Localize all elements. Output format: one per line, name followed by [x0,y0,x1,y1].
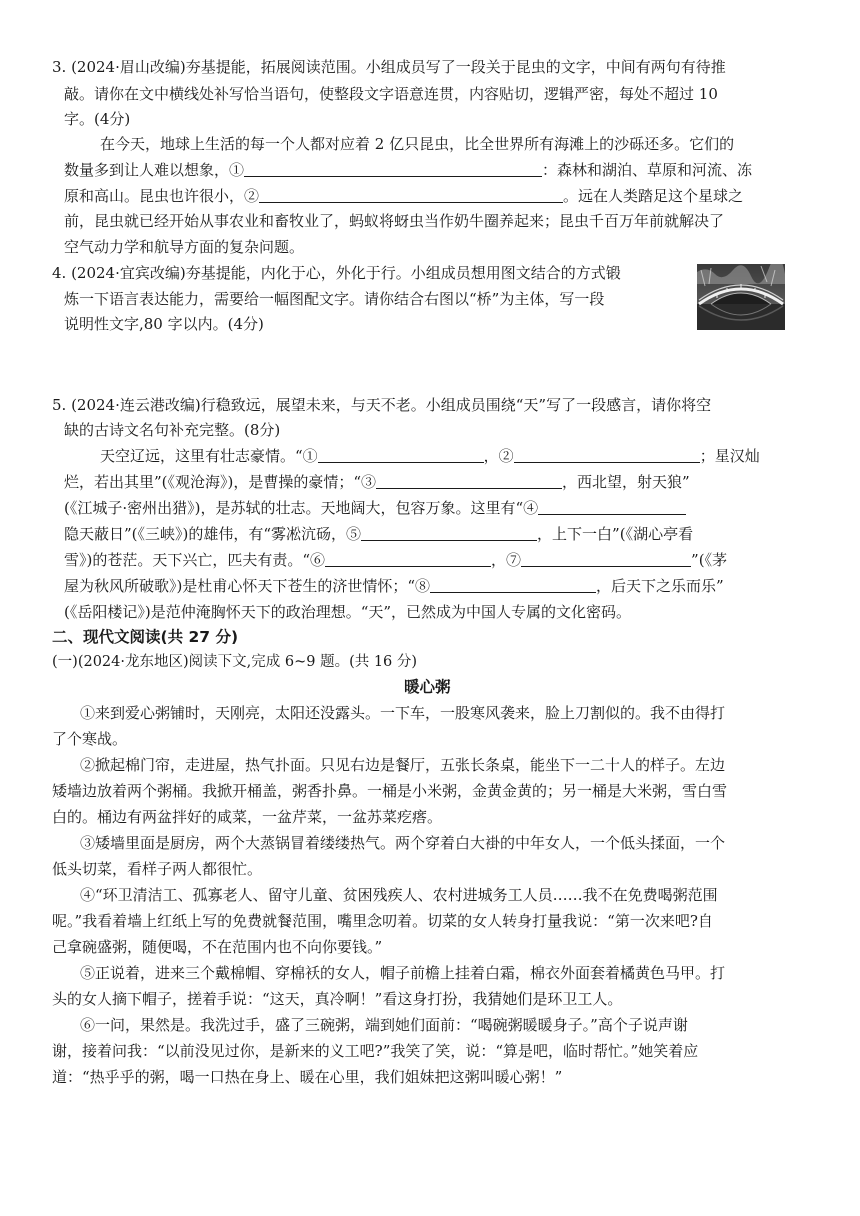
blank-q5-4[interactable] [538,498,686,515]
q5-text-4c: ，上下一白”(《湖心亭看 [537,525,694,543]
blank-q5-6[interactable] [325,550,491,567]
q5-passage-line-5 [64,549,727,571]
q3-text-3a: 原和高山。昆虫也许很小，② [64,187,260,205]
story-line: 了个寒战。 [52,730,128,748]
q3-text-3b: 。远在人类踏足这个星球之 [563,187,744,205]
story-line: 己拿碗盛粥，随便喝，不在范围内也不向你要钱。” [52,938,383,956]
q5-passage-line-6 [64,575,724,597]
q5-text-2a: 烂，若出其里”(《观沧海》)，是曹操的豪情；“③ [64,473,377,491]
section-heading: 二、现代文阅读(共 27 分) [52,628,239,646]
q5-text-5b: ，⑦ [491,551,522,569]
q4-line-1: 4. (2024·宜宾改编)夯基提能，内化于心，外化于行。小组成员想用图文结合的方式锻 [52,264,621,282]
blank-q5-1[interactable] [318,446,484,463]
q3-line-2: 敲。请你在文中横线处补写恰当语句，使整段文字语意连贯，内容贴切，逻辑严密，每处不超过 10 [64,85,718,103]
q5-passage-line-7: (《岳阳楼记》)是范仲淹胸怀天下的政治理想。“天”，已然成为中国人专属的文化密码。 [64,603,632,621]
q4-line-2: 炼一下语言表达能力，需要给一幅图配文字。请你结合右图以“桥”为主体，写一段 [64,290,605,308]
q5-text-2b: ，西北望，射天狼” [562,473,690,491]
q5-text-6a: 屋为秋风所破歌》)是杜甫心怀天下苍生的济世情怀；“⑧ [64,577,431,595]
q5-line-1: 5. (2024·连云港改编)行稳致远，展望未来，与天不老。小组成员围绕“天”写了一段感言，请你将空 [52,396,712,414]
blank-q5-5[interactable] [361,524,537,541]
q3-line-3: 字。(4分) [64,110,131,128]
article-title: 暖心粥 [404,678,451,696]
blank-q5-8[interactable] [430,576,596,593]
story-line: 白的。桶边有两盆拌好的咸菜，一盆芹菜，一盆苏菜疙瘩。 [52,808,443,826]
q3-passage-line-5: 空气动力学和航导方面的复杂问题。 [64,238,305,256]
q5-text-1c: ；星汉灿 [699,447,760,465]
bridge-photo [697,264,785,330]
q3-passage-line-1: 在今天，地球上生活的每一个人都对应着 2 亿只昆虫，比全世界所有海滩上的沙砾还多。它们的 [100,135,735,153]
story-line: ③矮墙里面是厨房，两个大蒸锅冒着缕缕热气。两个穿着白大褂的中年女人，一个低头揉面，一个 [80,834,726,852]
q3-line-1: 3. (2024·眉山改编)夯基提能，拓展阅读范围。小组成员写了一段关于昆虫的文字，中间有两句有待推 [52,58,726,76]
q3-text-2b: ：森林和湖泊、草原和河流、冻 [542,161,753,179]
q5-text-3: (《江城子·密州出猎》)，是苏轼的壮志。天地阔大，包容万象。这里有“④ [64,499,539,517]
q3-passage-line-4: 前，昆虫就已经开始从事农业和畜牧业了，蚂蚁将蚜虫当作奶牛圈养起来；昆虫千百万年前就解决了 [64,212,725,230]
story-line: ⑤正说着，进来三个戴棉帽、穿棉袄的女人，帽子前檐上挂着白霜，棉衣外面套着橘黄色马甲。打 [80,964,726,982]
story-line: ①来到爱心粥铺时，天刚亮，太阳还没露头。一下车，一股寒风袭来，脸上刀割似的。我不由得打 [80,704,726,722]
story-line: 头的女人摘下帽子，搓着手说：“这天，真冷啊！”看这身打扮，我猜她们是环卫工人。 [52,990,623,1008]
q4-line-3: 说明性文字,80 字以内。(4分) [64,315,264,333]
q5-text-5c: ”(《茅 [691,551,728,569]
story-line: 低头切菜，看样子两人都很忙。 [52,860,263,878]
q5-passage-line-2 [64,471,690,493]
section-subheading: (一)(2024·龙东地区)阅读下文,完成 6~9 题。(共 16 分) [52,654,418,670]
story-line: ⑥一问，果然是。我洗过手，盛了三碗粥，端到她们面前：“喝碗粥暖暖身子。”高个子说声谢 [80,1016,688,1034]
story-line: 呢。”我看着墙上红纸上写的免费就餐范围，嘴里念叨着。切菜的女人转身打量我说：“第一次来吧?自 [52,912,713,930]
q5-line-2: 缺的古诗文名句补充完整。(8分) [64,421,281,439]
q5-text-1a: 天空辽远，这里有壮志豪情。“① [100,447,318,465]
q5-text-6b: ，后天下之乐而乐” [596,577,724,595]
q5-passage-line-3 [64,497,686,519]
q3-passage-line-3 [64,185,743,207]
story-line: 道：“热乎乎的粥，喝一口热在身上、暖在心里，我们姐妹把这粥叫暖心粥！” [52,1068,563,1086]
story-line: ②掀起棉门帘，走进屋，热气扑面。只见右边是餐厅，五张长条桌，能坐下一二十人的样子。左边 [80,756,726,774]
blank-q5-2[interactable] [514,446,700,463]
blank-2[interactable] [259,186,563,203]
q3-passage-line-2 [64,159,752,181]
q5-passage-line-4 [64,523,693,545]
q5-text-4b: 隐天蔽日”(《三峡》)的雄伟，有“雾凇沆砀，⑤ [64,525,362,543]
blank-1[interactable] [244,160,542,177]
q5-text-1b: ，② [483,447,514,465]
q5-passage-line-1 [100,445,760,467]
q3-text-2a: 数量多到让人难以想象，① [64,161,245,179]
blank-q5-7[interactable] [521,550,691,567]
story-line: ④“环卫清洁工、孤寡老人、留守儿童、贫困残疾人、农村进城务工人员……我不在免费喝粥范围 [80,886,718,904]
q5-text-5a: 雪》)的苍茫。天下兴亡，匹夫有责。“⑥ [64,551,326,569]
blank-q5-3[interactable] [376,472,562,489]
story-line: 谢，接着问我：“以前没见过你，是新来的义工吧?”我笑了笑，说：“算是吧，临时帮忙。”她笑着应 [52,1042,699,1060]
story-line: 矮墙边放着两个粥桶。我掀开桶盖，粥香扑鼻。一桶是小米粥，金黄金黄的；另一桶是大米粥，雪白雪 [52,782,728,800]
